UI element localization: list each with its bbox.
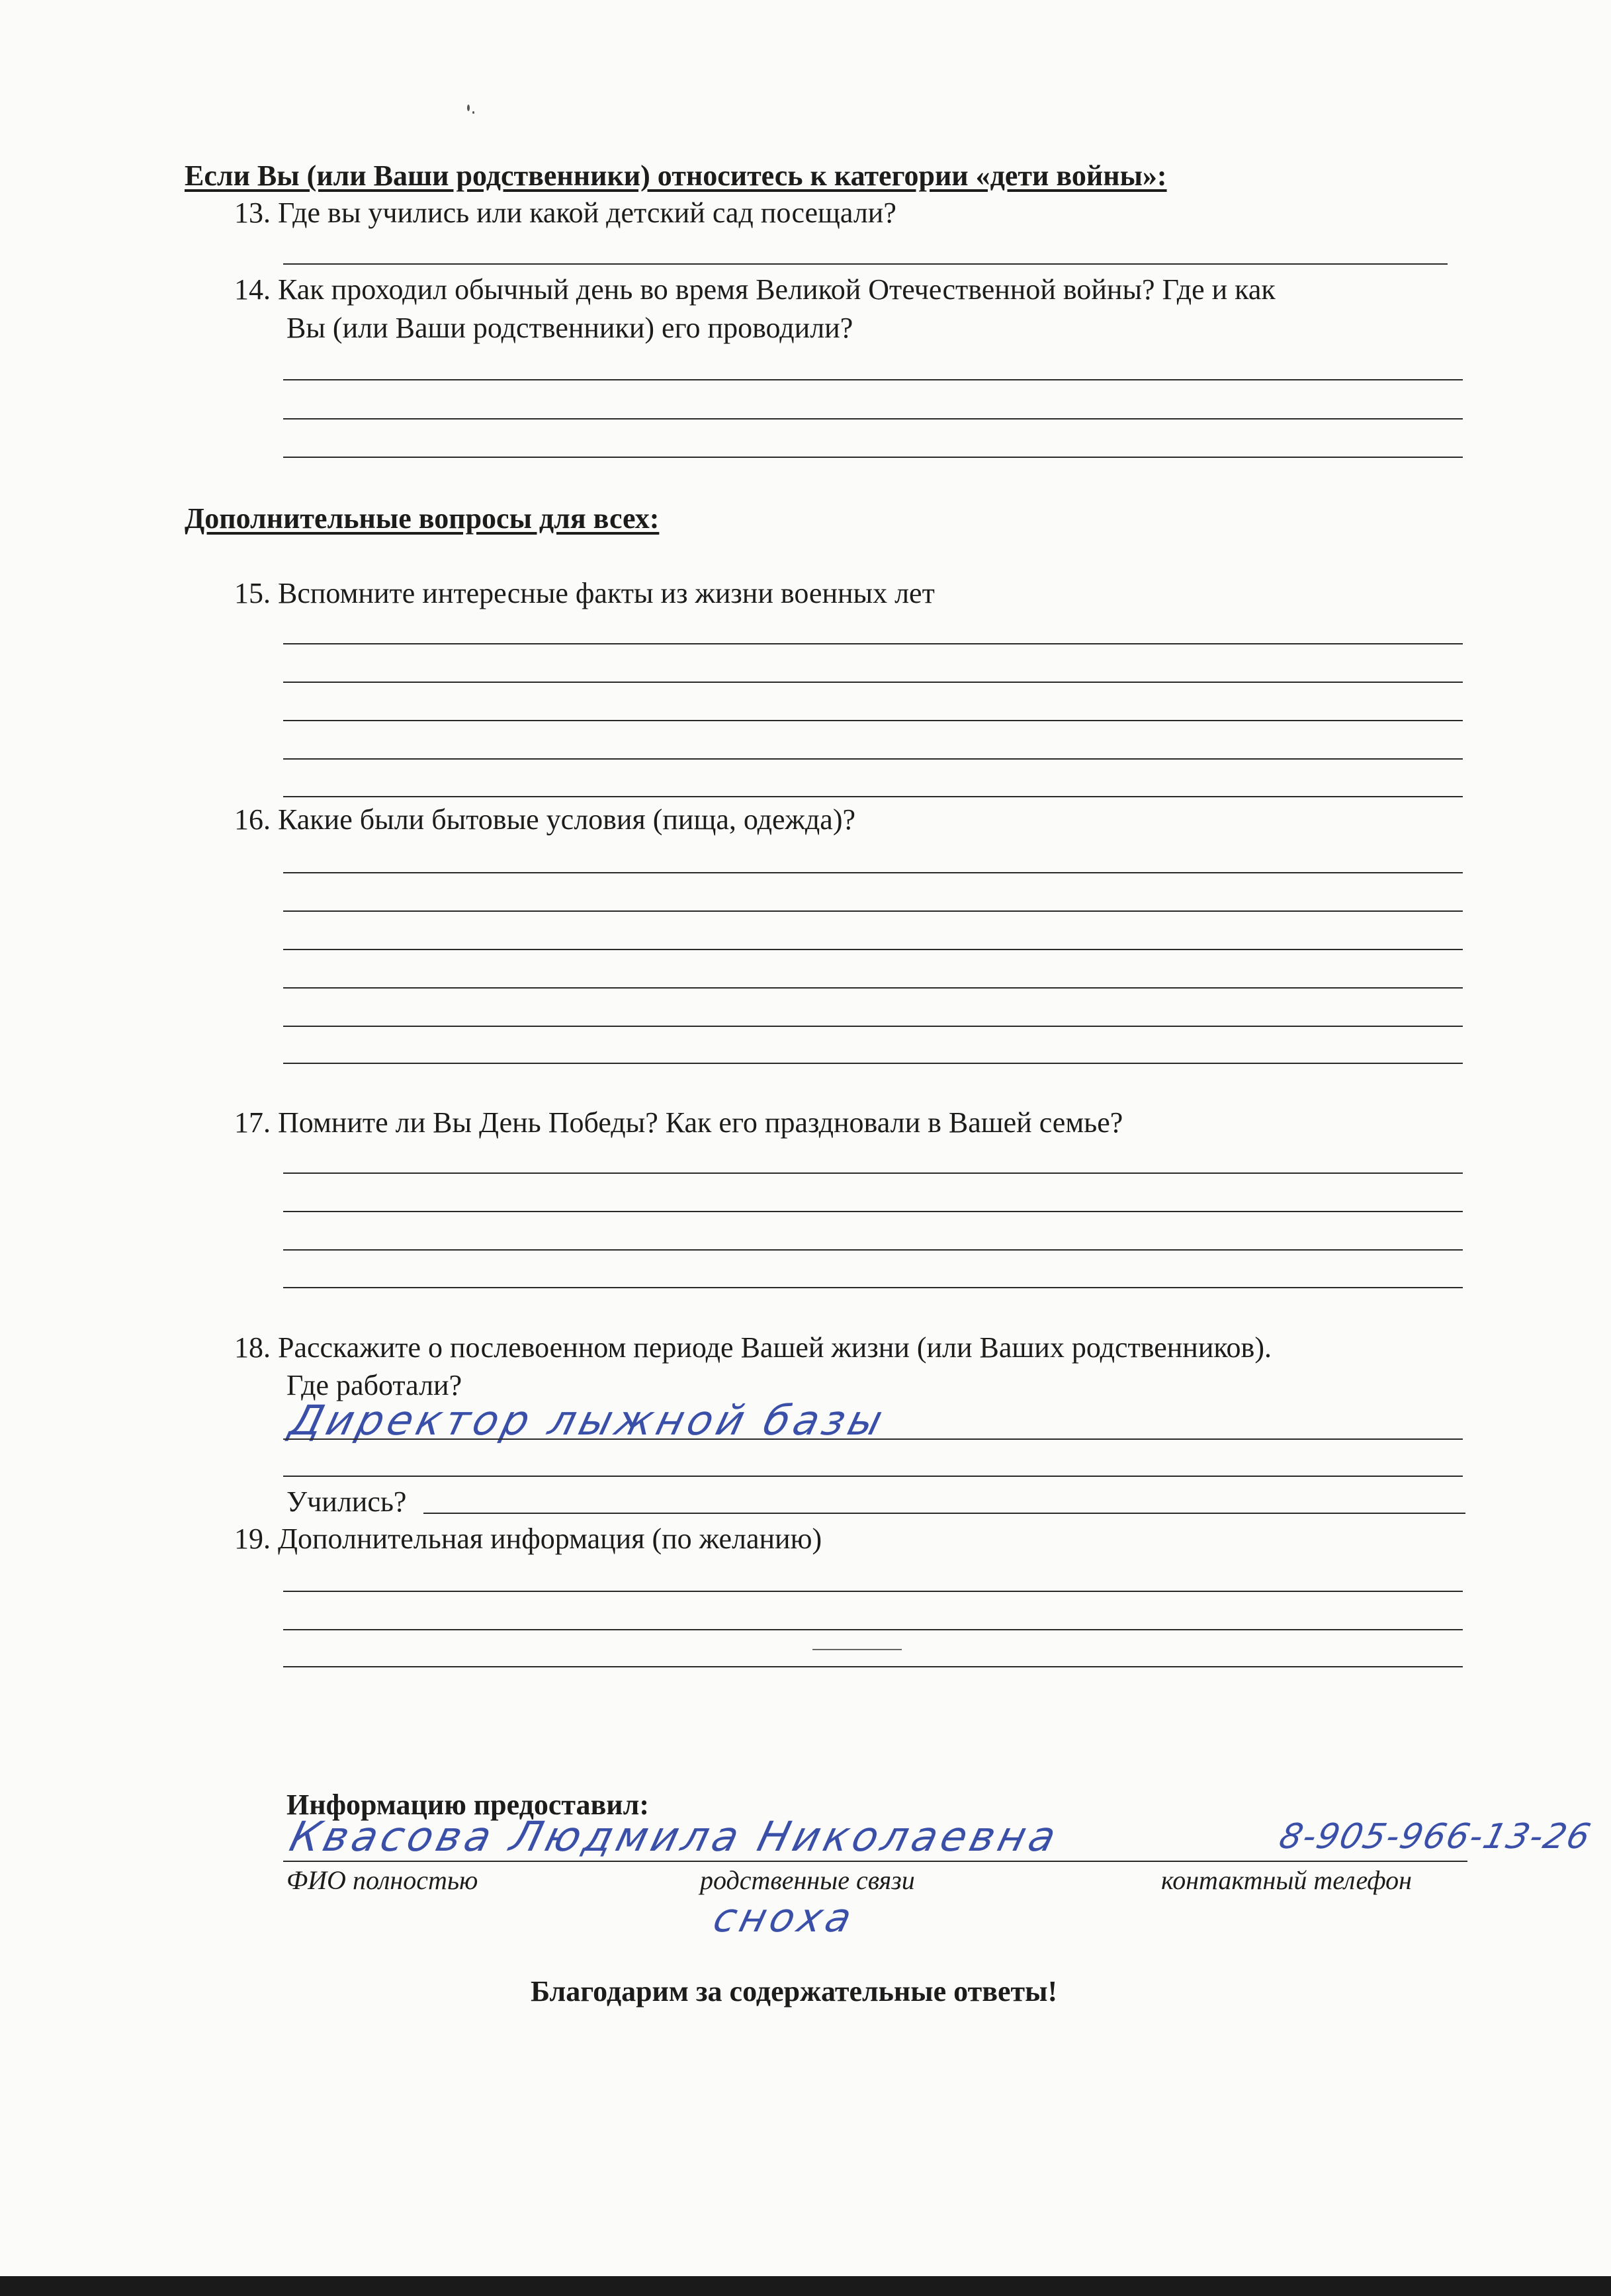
section-heading-additional: Дополнительные вопросы для всех: <box>185 502 660 535</box>
answer-line-14b <box>283 418 1463 419</box>
answer-line-18b <box>283 1476 1463 1477</box>
caption-relation: родственные связи <box>700 1865 915 1895</box>
provided-by-label: Информацию предоставил: <box>286 1788 649 1821</box>
answer-line-17d <box>283 1287 1463 1288</box>
answer-line-16a <box>283 872 1463 873</box>
answer-line-15a <box>283 643 1463 644</box>
answer-line-17b <box>283 1211 1463 1212</box>
question-18-line2: Где работали? <box>286 1369 462 1401</box>
section-heading-children-of-war: Если Вы (или Ваши родственники) относитесь к категории «дети войны»: <box>185 159 1167 192</box>
answer-line-14a <box>283 379 1463 380</box>
scan-speck <box>472 111 474 114</box>
answer-line-16f <box>283 1063 1463 1064</box>
question-18-studied-label: Учились? <box>286 1485 407 1518</box>
answer-line-16c <box>283 949 1463 950</box>
provided-by-line <box>283 1861 1467 1862</box>
question-19: 19. Дополнительная информация (по желанию) <box>234 1523 822 1555</box>
question-17: 17. Помните ли Вы День Победы? Как его праздновали в Вашей семье? <box>234 1106 1123 1139</box>
answer-line-18-studied <box>423 1513 1465 1514</box>
handwritten-full-name: Квасова Людмила Николаевна <box>285 1812 1065 1861</box>
answer-line-17a <box>283 1172 1463 1174</box>
answer-line-15e <box>283 796 1463 797</box>
scan-bottom-edge <box>0 2276 1611 2296</box>
answer-line-15d <box>283 758 1463 760</box>
scan-speck <box>467 105 470 111</box>
answer-line-19c <box>283 1666 1463 1667</box>
answer-line-14c <box>283 457 1463 458</box>
handwritten-phone: 8-905-966-13-26 <box>1275 1817 1596 1857</box>
question-14-line2: Вы (или Ваши родственники) его проводили? <box>286 312 853 344</box>
stray-mark <box>812 1649 902 1650</box>
thanks-message: Благодарим за содержательные ответы! <box>531 1975 1058 2008</box>
answer-line-16e <box>283 1026 1463 1027</box>
answer-line-19b <box>283 1629 1463 1630</box>
caption-phone: контактный телефон <box>1161 1865 1412 1895</box>
question-13: 13. Где вы учились или какой детский сад посещали? <box>234 197 896 229</box>
question-14-line1: 14. Как проходил обычный день во время Великой Отечественной войны? Где и как <box>234 273 1276 306</box>
answer-line-19a <box>283 1591 1463 1592</box>
answer-line-16d <box>283 987 1463 989</box>
question-16: 16. Какие были бытовые условия (пища, одежда)? <box>234 803 856 836</box>
handwritten-relation: сноха <box>709 1895 860 1941</box>
answer-line-17c <box>283 1249 1463 1251</box>
caption-full-name: ФИО полностью <box>286 1865 478 1895</box>
answer-line-15b <box>283 682 1463 683</box>
answer-line-15c <box>283 720 1463 721</box>
answer-line-13 <box>283 263 1448 265</box>
question-18-line1: 18. Расскажите о послевоенном периоде Вашей жизни (или Ваших родственников). <box>234 1331 1272 1364</box>
answer-line-18a <box>283 1438 1463 1440</box>
answer-line-16b <box>283 910 1463 912</box>
handwritten-answer-work: Директор лыжной базы <box>285 1396 892 1444</box>
question-15: 15. Вспомните интересные факты из жизни военных лет <box>234 577 935 609</box>
